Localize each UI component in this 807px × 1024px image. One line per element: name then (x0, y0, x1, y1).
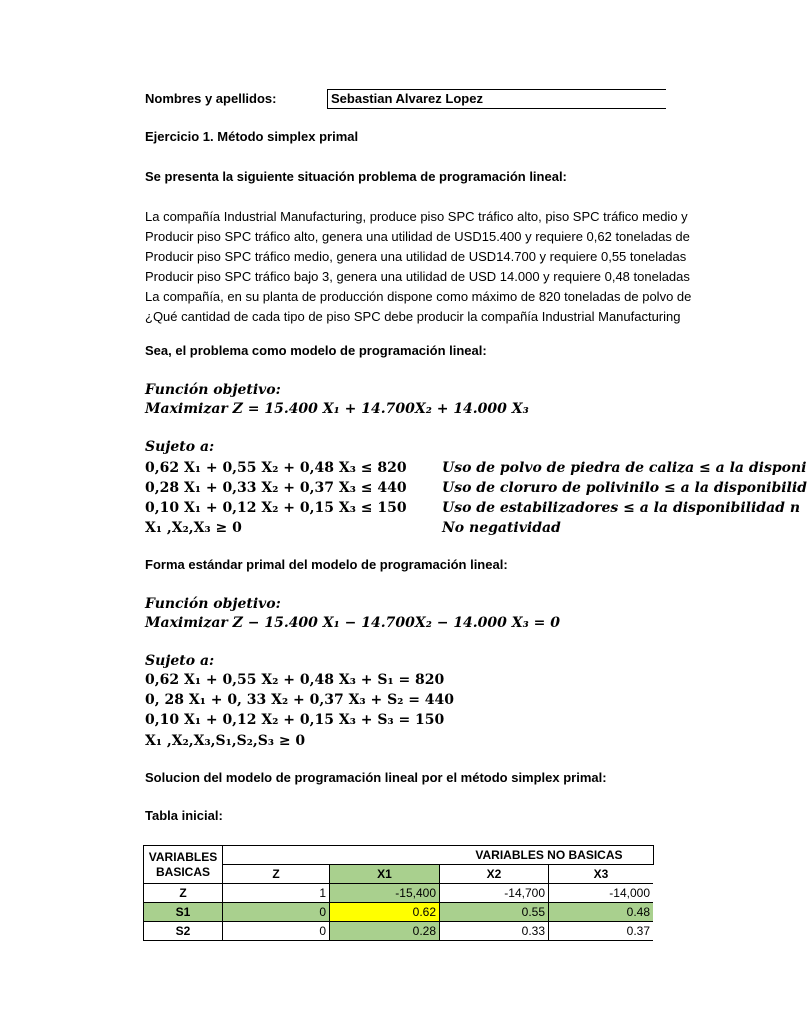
basic-variables-header: VARIABLES BASICAS (144, 846, 223, 884)
column-header-x1: X1 (330, 865, 440, 884)
constraint: 0,28 X₁ + 0,33 X₂ + 0,37 X₃ ≤ 440 (145, 480, 407, 496)
subject-to-label: Sujeto a: (145, 439, 215, 455)
simplex-initial-table (143, 845, 654, 941)
name-label: Nombres y apellidos: (145, 91, 277, 106)
pivot-cell: 0.62 (330, 903, 440, 922)
table-cell: 0.33 (440, 922, 549, 941)
column-header-x3: X3 (549, 865, 654, 884)
column-header-z: Z (223, 865, 330, 884)
table-cell: -14,700 (440, 884, 549, 903)
table-row (144, 903, 654, 922)
constraint-note: Uso de cloruro de polivinilo ≤ a la disponibilid (442, 480, 807, 496)
name-field: Sebastian Alvarez Lopez (327, 89, 666, 109)
table-cell: 1 (223, 884, 330, 903)
standard-constraint: 0,10 X₁ + 0,12 X₂ + 0,15 X₃ + S₃ = 150 (145, 712, 445, 728)
table-cell: -14,000 (549, 884, 654, 903)
problem-line: Producir piso SPC tráfico medio, genera una utilidad de USD14.700 y requiere 0,55 toneladas (145, 249, 687, 264)
basic-variable-cell: Z (144, 884, 223, 903)
constraint-note: Uso de polvo de piedra de caliza ≤ a la disponi (442, 460, 807, 476)
standard-heading: Forma estándar primal del modelo de programación lineal: (145, 557, 508, 572)
problem-line: La compañía, en su planta de producción dispone como máximo de 820 toneladas de polvo de (145, 289, 692, 304)
constraint-notes (442, 458, 807, 538)
exercise-title: Ejercicio 1. Método simplex primal (145, 129, 359, 144)
table-cell: -15,400 (330, 884, 440, 903)
table-cell: 0.55 (440, 903, 549, 922)
constraint: 0,62 X₁ + 0,55 X₂ + 0,48 X₃ ≤ 820 (145, 460, 407, 476)
table-cell: 0.37 (549, 922, 654, 941)
basic-variable-cell: S1 (144, 903, 223, 922)
basic-variable-cell: S2 (144, 922, 223, 941)
intro-text: Se presenta la siguiente situación problema de programación lineal: (145, 169, 567, 184)
solution-heading: Solucion del modelo de programación lineal por el método simplex primal: (145, 770, 607, 785)
standard-constraint: 0,62 X₁ + 0,55 X₂ + 0,48 X₃ + S₁ = 820 (145, 672, 445, 688)
table-cell: 0 (223, 903, 330, 922)
table-cell: 0 (223, 922, 330, 941)
model-heading: Sea, el problema como modelo de programación lineal: (145, 343, 487, 358)
constraint-note: No negatividad (442, 520, 561, 536)
standard-non-negativity: X₁ ,X₂,X₃,S₁,S₂,S₃ ≥ 0 (145, 733, 306, 749)
problem-line: ¿Qué cantidad de cada tipo de piso SPC debe producir la compañía Industrial Manufacturing (145, 309, 681, 324)
table-cell: 0.48 (549, 903, 654, 922)
standard-subject-to-label: Sujeto a: (145, 653, 215, 669)
table-heading: Tabla inicial: (145, 808, 223, 823)
standard-objective-label: Función objetivo: (145, 596, 281, 612)
problem-line: Producir piso SPC tráfico alto, genera una utilidad de USD15.400 y requiere 0,62 toneladas de (145, 229, 690, 244)
objective-label: Función objetivo: (145, 382, 281, 398)
table-cell: 0.28 (330, 922, 440, 941)
problem-statement (145, 207, 692, 327)
standard-constraint: 0, 28 X₁ + 0, 33 X₂ + 0,37 X₃ + S₂ = 440 (145, 692, 455, 708)
non-negativity: X₁ ,X₂,X₃ ≥ 0 (145, 520, 242, 536)
problem-line: Producir piso SPC tráfico bajo 3, genera una utilidad de USD 14.000 y requiere 0,48 toneladas (145, 269, 690, 284)
column-header-x2: X2 (440, 865, 549, 884)
nonbasic-variables-header: VARIABLES NO BASICAS (223, 846, 654, 865)
standard-objective-expression: Maximizar Z − 15.400 X₁ − 14.700X₂ − 14.000 X₃ = 0 (145, 615, 560, 631)
table-row (144, 884, 654, 903)
table-row (144, 922, 654, 941)
constraint-note: Uso de estabilizadores ≤ a la disponibilidad n (442, 500, 801, 516)
problem-line: La compañía Industrial Manufacturing, produce piso SPC tráfico alto, piso SPC tráfico medio y (145, 209, 688, 224)
constraint: 0,10 X₁ + 0,12 X₂ + 0,15 X₃ ≤ 150 (145, 500, 407, 516)
objective-expression: Maximizar Z = 15.400 X₁ + 14.700X₂ + 14.000 X₃ (145, 401, 529, 417)
